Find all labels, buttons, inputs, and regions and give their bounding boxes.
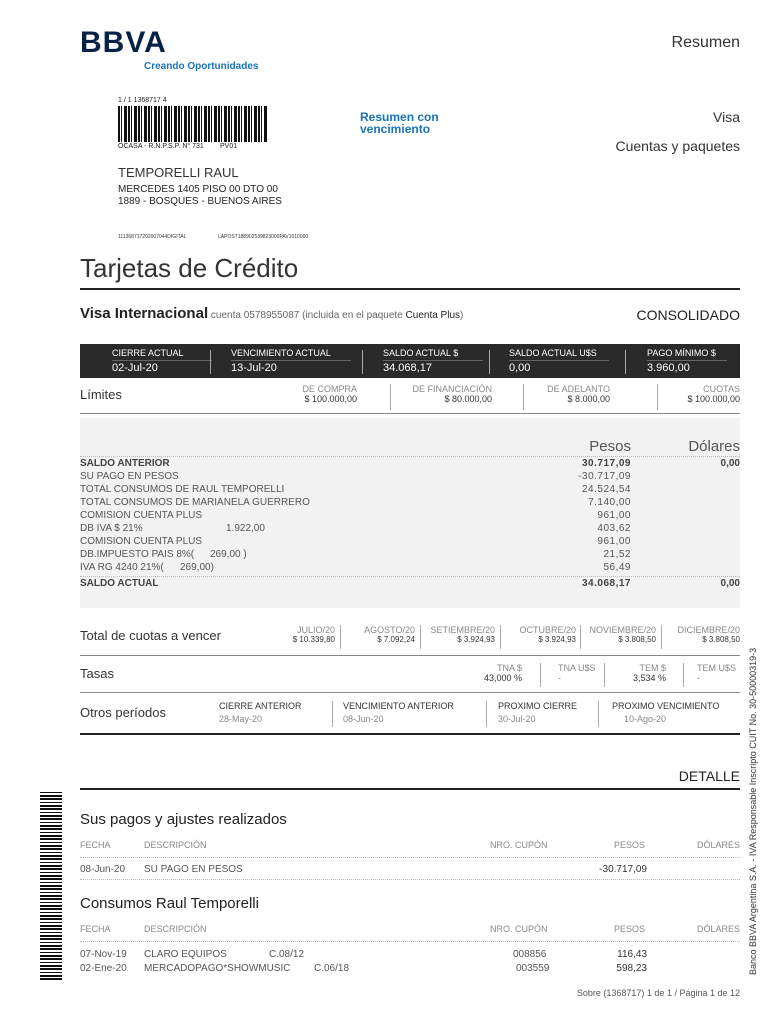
limite-financiacion [392,384,492,404]
bar-separator [210,350,211,374]
account-line [80,305,463,322]
page-footer: Sobre (1368717) 1 de 1 / Página 1 de 12 [576,988,740,998]
separator [332,701,333,727]
bar-separator [489,350,490,374]
cuota-value: $ 10.339,80 [292,635,335,644]
summary-desc: SALDO ANTERIOR [80,458,170,469]
summary-dolares: 0,00 [720,458,740,469]
consumos-header-cupon: NRO. CUPÓN [490,924,548,934]
separator [486,701,487,727]
pagos-header-pesos: PESOS [614,840,646,850]
tasa-tna-pesos [442,663,522,683]
summary-desc: DB.IMPUESTO PAIS 8%( [80,549,195,560]
tasa-tem-dolares [697,663,736,683]
otro-proximo-vencimiento [612,701,719,724]
consumo-cuota: C.08/12 [269,949,305,960]
cuenta-label: cuenta [210,310,241,321]
cuota-octubre [496,625,576,644]
summary-base: 269,00 ) [210,549,247,560]
otro-value: 28-May-20 [219,714,263,724]
resumen-venc-line1: Resumen con [360,110,439,124]
summary-row [80,497,740,510]
tasa-header: TNA $ [496,663,522,673]
summary-base: 269,00) [180,562,214,573]
pagos-header-dolares: DÓLARES [696,840,740,850]
summary-row [80,458,740,471]
consumos-header-desc: DESCRIPCIÓN [144,924,207,934]
cuota-diciembre [660,625,740,644]
limites-label: Límites [80,387,122,402]
separator [390,384,391,410]
page-title: Tarjetas de Crédito [80,253,299,283]
address-line-1: MERCEDES 1405 PISO 00 DTO 00 [118,184,278,195]
detalle-rule [80,788,740,790]
tasa-value: - [697,673,700,683]
ocasa-text: OCASA - R.N.P.S.P. N° 731 [118,143,204,150]
tagline: Creando Oportunidades [144,61,259,72]
tasa-value: 43,000 % [483,673,522,683]
summary-pesos: 34.068,17 [582,578,631,589]
summary-dolares: 0,00 [720,578,740,589]
pago-fecha: 08-Jun-20 [80,864,126,875]
summary-pesos: 961,00 [597,536,631,547]
side-legal-text: Banco BBVA Argentina S.A. - IVA Responsable Inscripto CUIT No. 30-50000319-3 [748,647,758,975]
cuota-value: $ 3.808,50 [618,635,656,644]
summary-row [80,484,740,497]
pagos-header-fecha: FECHA [80,840,111,850]
consumos-rule [80,941,740,942]
bar-label: PAGO MÍNIMO $ [647,348,716,358]
cuota-noviembre [576,625,656,644]
bar-cell-vencimiento [231,348,351,374]
pesos-header: Pesos [589,438,631,455]
bbva-logo: BBVA [80,26,167,59]
consumos-title: Consumos Raul Temporelli [80,895,259,912]
bar-value: 34.068,17 [383,360,483,374]
cuota-header: DICIEMBRE/20 [677,625,740,635]
pv-code: PV01 [220,143,238,150]
summary-bar [80,344,740,378]
limite-value: $ 100.000,00 [304,394,357,404]
limite-header: CUOTAS [703,384,740,394]
separator [540,663,541,687]
consumos-header-dolares: DÓLARES [696,924,740,934]
summary-top-rule [80,456,740,457]
separator [683,663,684,687]
tasa-header: TEM U$S [697,663,737,673]
title-rule [80,288,740,290]
otro-value: 30-Jul-20 [498,714,536,724]
otros-label: Otros períodos [80,705,166,720]
cuota-header: AGOSTO/20 [364,625,415,635]
customer-name: TEMPORELLI RAUL [118,165,239,180]
visa-label: Visa [713,109,740,125]
summary-row [80,536,740,549]
resumen-venc-line2: vencimiento [360,122,431,136]
tasa-value: 3,534 % [632,673,666,683]
otro-value: 10-Ago-20 [624,714,667,724]
paquete-name: Cuenta Plus [405,310,461,321]
postal-code-a: 111368717202007044DIGITAL [118,234,187,240]
consumos-header-fecha: FECHA [80,924,111,934]
cuenta-number: 0578955087 [243,310,300,321]
tasa-value: - [558,673,561,683]
cuota-value: $ 3.924,93 [538,635,576,644]
cuota-header: NOVIEMBRE/20 [589,625,656,635]
limite-cuotas [640,384,740,404]
pagos-header-desc: DESCRIPCIÓN [144,840,207,850]
paquete-suffix: ) [460,310,464,321]
consumos-header-pesos: PESOS [614,924,646,934]
cuota-value: $ 3.924,93 [457,635,495,644]
pagos-title: Sus pagos y ajustes realizados [80,811,287,828]
limite-compra [257,384,357,404]
tasa-header: TEM $ [639,663,666,673]
summary-box [80,418,740,608]
pagos-rule [80,857,740,858]
summary-desc: DB IVA $ 21% [80,523,143,534]
otro-header: VENCIMIENTO ANTERIOR [343,701,454,711]
limite-header: DE COMPRA [302,384,357,394]
limite-value: $ 100.000,00 [687,394,740,404]
summary-pesos: 56,49 [603,562,631,573]
cuota-value: $ 3.808,50 [702,635,740,644]
summary-pesos: -30.717,09 [578,471,631,482]
otro-header: PROXIMO CIERRE [498,701,578,711]
cuota-header: OCTUBRE/20 [519,625,576,635]
cuota-header: SETIEMBRE/20 [430,625,495,635]
section-rule [80,733,740,735]
summary-pesos: 30.717,09 [582,458,631,469]
cuentas-label: Cuentas y paquetes [615,138,740,154]
divider [80,692,740,693]
consumo-desc: CLARO EQUIPOS [144,949,227,960]
summary-desc: TOTAL CONSUMOS DE MARIANELA GUERRERO [80,497,310,508]
otro-proximo-cierre [498,701,577,724]
resumen-vencimiento [360,111,439,135]
cuota-agosto [335,625,415,644]
consumo-pesos: 598,23 [616,963,647,974]
tasa-tem-pesos [586,663,666,683]
limite-header: DE FINANCIACIÓN [412,384,492,394]
bar-cell-pago-minimo [647,348,727,374]
bar-cell-saldo-dolares [509,348,609,374]
summary-base: 1.922,00 [226,523,265,534]
summary-pesos: 24.524,54 [582,484,631,495]
cuota-setiembre [415,625,495,644]
cuota-value: $ 7.092,24 [377,635,415,644]
dolares-header: Dólares [688,438,740,455]
tasa-header: TNA U$S [558,663,596,673]
cuota-header: JULIO/20 [296,625,335,635]
limite-adelanto [510,384,610,404]
otro-cierre-anterior [219,701,302,724]
summary-row [80,562,740,575]
consumo-pesos: 116,43 [617,949,647,960]
consumo-fecha: 02-Ene-20 [80,963,127,974]
tasas-label: Tasas [80,666,114,681]
limite-value: $ 8.000,00 [567,394,610,404]
summary-row [80,549,740,562]
mail-code: 1 / 1 1368717 4 [118,97,167,104]
otro-header: PROXIMO VENCIMIENTO [612,701,720,711]
summary-row [80,510,740,523]
summary-row [80,523,740,536]
cuotas-label: Total de cuotas a vencer [80,628,221,643]
summary-desc: TOTAL CONSUMOS DE RAUL TEMPORELLI [80,484,285,495]
consumo-cupon: 008856 [513,949,547,960]
separator [598,701,599,727]
paquete-prefix: (incluida en el paquete [302,310,403,321]
bar-separator [362,350,363,374]
consumo-fecha: 07-Nov-19 [80,949,127,960]
consumo-desc: MERCADOPAGO*SHOWMUSIC [144,963,291,974]
address-line-2: 1889 - BOSQUES - BUENOS AIRES [118,196,282,207]
summary-desc: IVA RG 4240 21%( [80,562,164,573]
bar-value: 13-Jul-20 [231,360,351,374]
summary-desc: COMISION CUENTA PLUS [80,536,203,547]
otro-value: 08-Jun-20 [343,714,384,724]
limite-value: $ 80.000,00 [444,394,492,404]
bar-value: 3.960,00 [647,360,727,374]
postal-code-b: LAPOST188902539823000PAV1010000 [218,234,309,240]
summary-pesos: 21,52 [603,549,631,560]
bar-label: VENCIMIENTO ACTUAL [231,348,331,358]
summary-pesos: 961,00 [597,510,631,521]
summary-row [80,578,740,591]
mail-barcode [118,106,268,142]
divider [80,655,740,656]
bar-cell-cierre [112,348,212,374]
resumen-label: Resumen [671,34,740,51]
summary-pesos: 7.140,00 [588,497,631,508]
summary-desc: SALDO ACTUAL [80,578,159,589]
limite-header: DE ADELANTO [547,384,610,394]
side-barcode [40,790,62,980]
pagos-bottom-rule [80,879,740,880]
divider [80,413,740,414]
bar-separator [625,350,626,374]
bar-label: SALDO ACTUAL U$S [509,348,597,358]
cuota-julio [255,625,335,644]
product-name: Visa Internacional [80,305,209,322]
otro-header: CIERRE ANTERIOR [219,701,302,711]
bar-value: 02-Jul-20 [112,360,212,374]
bar-value: 0,00 [509,360,609,374]
consolidado-label: CONSOLIDADO [636,307,740,323]
bar-label: SALDO ACTUAL $ [383,348,459,358]
pago-pesos: -30.717,09 [599,864,647,875]
otro-vencimiento-anterior [343,701,454,724]
summary-row [80,471,740,484]
summary-pesos: 403,62 [597,523,631,534]
pago-desc: SU PAGO EN PESOS [144,864,243,875]
summary-desc: SU PAGO EN PESOS [80,471,179,482]
bar-label: CIERRE ACTUAL [112,348,184,358]
summary-bottom-rule [80,576,740,577]
bar-cell-saldo-pesos [383,348,483,374]
detalle-label: DETALLE [678,768,740,784]
consumo-cupon: 003559 [516,963,550,974]
consumo-cuota: C.06/18 [314,963,350,974]
summary-desc: COMISION CUENTA PLUS [80,510,203,521]
pagos-header-cupon: NRO. CUPÓN [490,840,548,850]
